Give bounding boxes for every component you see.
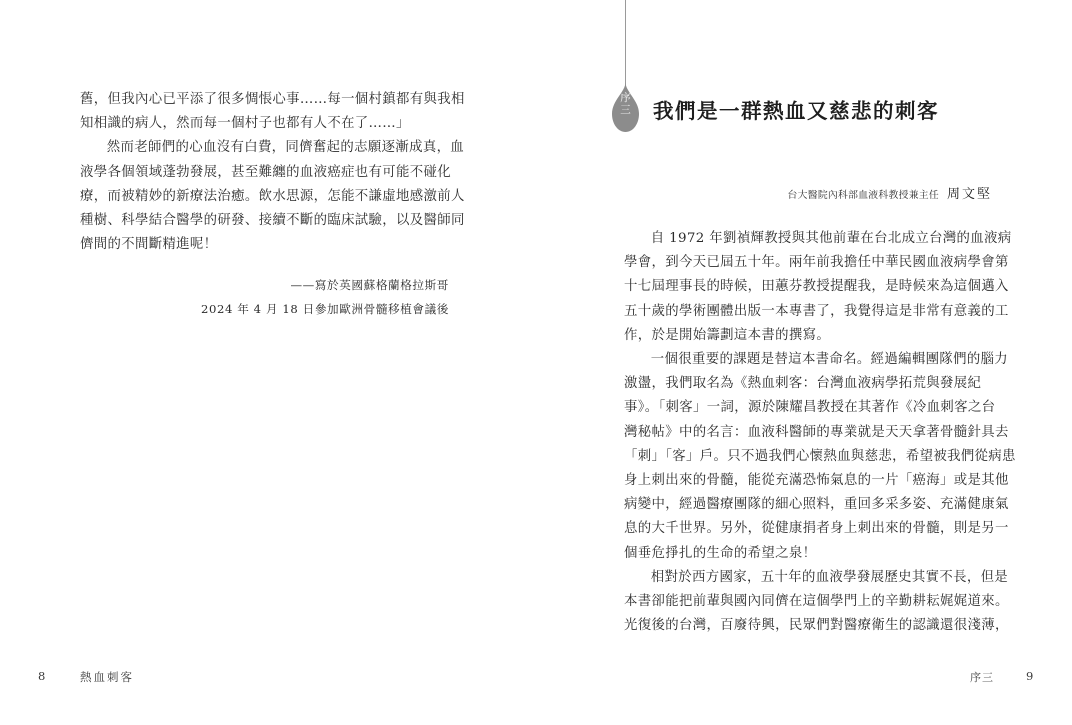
- author-affiliation: 台大醫院內科部血液科教授兼主任: [787, 190, 939, 201]
- text-line: 一個很重要的課題是替這本書命名。經過編輯團隊們的腦力: [650, 352, 1009, 368]
- right-running-title: 序三: [970, 671, 994, 684]
- left-page-number: 8: [38, 669, 47, 683]
- text-line: 「刺」「客」戶。只不過我們心懷熱血與慈悲，希望被我們從病患: [624, 448, 1016, 464]
- preface-label-char-2: 三: [620, 104, 631, 116]
- right-page-number: 9: [1026, 669, 1035, 683]
- text-line: 息的大千世界。另外，從健康捐者身上刺出來的骨髓，則是另一: [624, 521, 1009, 537]
- text-line: 舊，但我內心已平添了很多惆悵心事……每一個村鎮都有與我相: [80, 92, 465, 107]
- left-running-title: 熱血刺客: [80, 670, 134, 684]
- author-name: 周文堅: [946, 187, 992, 202]
- text-line: 個垂危掙扎的生命的希望之泉！: [624, 545, 817, 561]
- right-page-body: [624, 227, 1016, 638]
- chapter-title: 我們是一群熱血又慈悲的刺客: [653, 99, 939, 123]
- signature-date: 2024 年 4 月 18 日參加歐洲骨髓移植會議後: [201, 302, 449, 316]
- author-line: [788, 183, 992, 202]
- signature-place: ——寫於英國蘇格蘭格拉斯哥: [290, 278, 449, 292]
- preface-mark-thread: [625, 0, 626, 92]
- text-line: 自 1972 年劉禎輝教授與其他前輩在台北成立台灣的血液病: [650, 231, 1012, 246]
- text-line: 儕間的不間斷精進呢！: [80, 237, 218, 253]
- text-line: 灣秘帖》中的名言：血液科醫師的專業就是天天拿著骨髓針具去: [624, 424, 1009, 440]
- text-line: 療，而被精妙的新療法治癒。飲水思源，怎能不謙虛地感激前人: [80, 188, 465, 204]
- text-line: 相對於西方國家，五十年的血液學發展歷史其實不長，但是: [650, 569, 1009, 585]
- text-line: 然而老師們的心血沒有白費，同儕奮起的志願逐漸成真，血: [106, 140, 465, 156]
- text-line: 知相識的病人，然而每一個村子也都有人不在了……」: [80, 116, 410, 132]
- text-line: 身上刺出來的骨髓，能從充滿恐怖氣息的一片「癌海」或是其他: [624, 473, 1009, 489]
- text-line: 事》。「刺客」一詞，源於陳耀昌教授在其著作《冷血刺客之台: [624, 400, 996, 416]
- left-page-body: [80, 88, 465, 257]
- text-line: 病變中，經過醫療團隊的細心照料，重回多采多姿、充滿健康氣: [624, 497, 1009, 513]
- text-line: 光復後的台灣，百廢待興，民眾們對醫療衛生的認識還很淺薄，: [624, 618, 1009, 634]
- text-line: 作，於是開始籌劃這本書的撰寫。: [624, 327, 831, 343]
- text-line: 學會，到今天已屆五十年。兩年前我擔任中華民國血液病學會第: [624, 255, 1009, 271]
- preface-label-char-1: 序: [620, 92, 631, 104]
- text-line: 五十歲的學術團體出版一本專書了，我覺得這是非常有意義的工: [624, 303, 1009, 319]
- text-line: 激盪，我們取名為《熱血刺客：台灣血液病學拓荒與發展紀: [624, 376, 982, 392]
- text-line: 種樹、科學結合醫學的研發、接續不斷的臨床試驗，以及醫師同: [80, 213, 465, 229]
- text-line: 本書卻能把前輩與國內同儕在這個學門上的辛勤耕耘娓娓道來。: [624, 594, 1009, 610]
- text-line: 液學各個領域蓬勃發展，甚至難纏的血液癌症也有可能不碰化: [80, 164, 451, 180]
- preface-label: [612, 92, 639, 116]
- text-line: 十七屆理事長的時候，田蕙芬教授提醒我，是時候來為這個邁入: [624, 279, 1009, 295]
